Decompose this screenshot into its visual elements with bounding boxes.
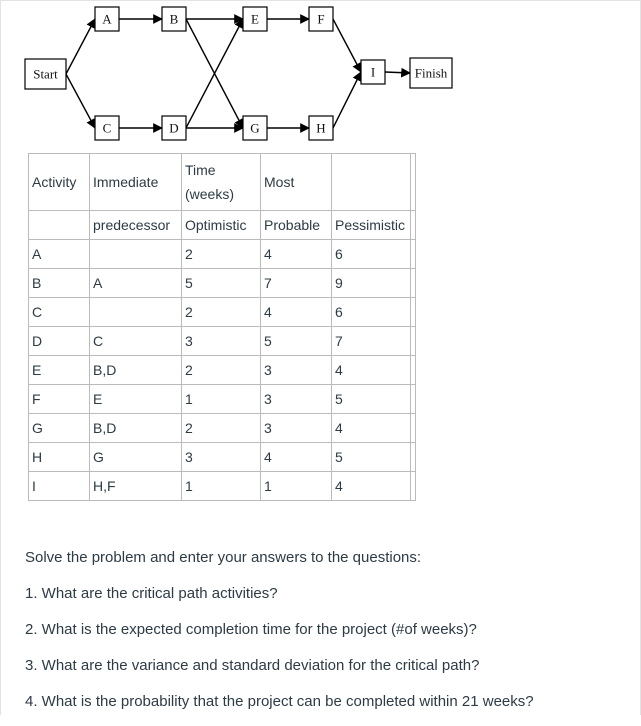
node-label: Finish <box>414 65 448 81</box>
table-header-row-1 <box>29 154 416 211</box>
table-cell <box>29 211 90 240</box>
table-cell: 2 <box>182 298 261 327</box>
question-4: 4. What is the probability that the project can be completed within 21 weeks? <box>25 693 534 710</box>
table-cell: 3 <box>182 327 261 356</box>
node-c <box>95 116 119 140</box>
table-cell: E <box>29 356 90 385</box>
node-g <box>243 116 267 140</box>
node-label: H <box>316 120 326 136</box>
table-cell: 3 <box>261 356 332 385</box>
table-cell: 9 <box>332 269 411 298</box>
table-cell: A <box>29 240 90 269</box>
node-label: G <box>250 120 260 136</box>
table-cell: 7 <box>332 327 411 356</box>
table-cell: 5 <box>261 327 332 356</box>
table-cell: G <box>90 443 182 472</box>
table-row <box>29 298 416 327</box>
table-cell <box>411 472 416 501</box>
node-d <box>162 116 186 140</box>
table-cell <box>90 298 182 327</box>
question-2: 2. What is the expected completion time for the project (#of weeks)? <box>25 621 477 638</box>
node-label: E <box>251 11 259 27</box>
edge-start-to-c <box>66 74 95 128</box>
node-finish <box>410 58 452 88</box>
table-cell: Immediate <box>90 154 182 211</box>
node-label: B <box>169 11 179 27</box>
table-cell <box>411 298 416 327</box>
table-cell: Pessimistic <box>332 211 411 240</box>
table-cell: 1 <box>261 472 332 501</box>
table-cell <box>411 414 416 443</box>
table-cell <box>411 211 416 240</box>
table-cell: 5 <box>332 443 411 472</box>
table-cell: 1 <box>182 385 261 414</box>
table-cell: Probable <box>261 211 332 240</box>
question-3: 3. What are the variance and standard deviation for the critical path? <box>25 657 480 674</box>
table-cell: 1 <box>182 472 261 501</box>
node-start <box>25 59 66 89</box>
table-cell: 4 <box>332 414 411 443</box>
table-cell: 3 <box>261 385 332 414</box>
table-cell: F <box>29 385 90 414</box>
table-cell: 5 <box>182 269 261 298</box>
table-row <box>29 356 416 385</box>
edge-f-to-i <box>333 19 361 72</box>
node-label: A <box>102 11 112 27</box>
node-label: I <box>370 64 376 80</box>
table-cell <box>411 154 416 211</box>
node-label: Start <box>33 66 58 82</box>
table-cell: I <box>29 472 90 501</box>
node-e <box>243 7 267 31</box>
table-cell: 3 <box>182 443 261 472</box>
node-b <box>162 7 186 31</box>
table-cell: C <box>29 298 90 327</box>
table-cell: Time (weeks) <box>182 154 261 211</box>
table-cell: 2 <box>182 356 261 385</box>
table-row <box>29 472 416 501</box>
table-cell <box>411 327 416 356</box>
table-cell: 4 <box>261 298 332 327</box>
node-label: C <box>102 120 112 136</box>
table-cell: 4 <box>332 356 411 385</box>
table-cell: 3 <box>261 414 332 443</box>
table-row <box>29 327 416 356</box>
table-cell: 6 <box>332 298 411 327</box>
table-cell: 2 <box>182 240 261 269</box>
table-row <box>29 240 416 269</box>
edge-i-to-finish <box>385 72 410 73</box>
table-cell: Most <box>261 154 332 211</box>
table-cell: A <box>90 269 182 298</box>
questions-intro: Solve the problem and enter your answers to the questions: <box>25 549 422 566</box>
table-cell <box>411 240 416 269</box>
table-cell <box>411 269 416 298</box>
activity-time-table <box>28 153 416 501</box>
table-cell: 7 <box>261 269 332 298</box>
question-1: 1. What are the critical path activities? <box>25 585 278 602</box>
node-a <box>95 7 119 31</box>
activity-network-diagram <box>0 0 641 150</box>
table-cell <box>411 443 416 472</box>
node-i <box>361 60 385 84</box>
table-cell: G <box>29 414 90 443</box>
node-f <box>309 7 333 31</box>
table-cell: 4 <box>261 443 332 472</box>
table-cell: Activity <box>29 154 90 211</box>
table-cell: C <box>90 327 182 356</box>
table-row <box>29 443 416 472</box>
node-label: F <box>317 11 325 27</box>
table-row <box>29 269 416 298</box>
table-header-row-2 <box>29 211 416 240</box>
table-cell <box>90 240 182 269</box>
table-cell: B,D <box>90 414 182 443</box>
table-cell: E <box>90 385 182 414</box>
table-cell: 4 <box>332 472 411 501</box>
table-row <box>29 385 416 414</box>
table-cell: 2 <box>182 414 261 443</box>
table-cell: 6 <box>332 240 411 269</box>
table-cell: B,D <box>90 356 182 385</box>
table-cell: H,F <box>90 472 182 501</box>
table-cell <box>332 154 411 211</box>
edge-start-to-a <box>66 19 95 74</box>
questions-section <box>25 546 534 726</box>
table-row <box>29 414 416 443</box>
table-cell: 5 <box>332 385 411 414</box>
node-label: D <box>169 120 179 136</box>
table-cell: D <box>29 327 90 356</box>
table-cell: H <box>29 443 90 472</box>
node-h <box>309 116 333 140</box>
table-cell <box>411 385 416 414</box>
table-cell: 4 <box>261 240 332 269</box>
table-cell: predecessor <box>90 211 182 240</box>
table-cell: B <box>29 269 90 298</box>
table-cell <box>411 356 416 385</box>
edge-h-to-i <box>333 72 361 128</box>
table-cell: Optimistic <box>182 211 261 240</box>
